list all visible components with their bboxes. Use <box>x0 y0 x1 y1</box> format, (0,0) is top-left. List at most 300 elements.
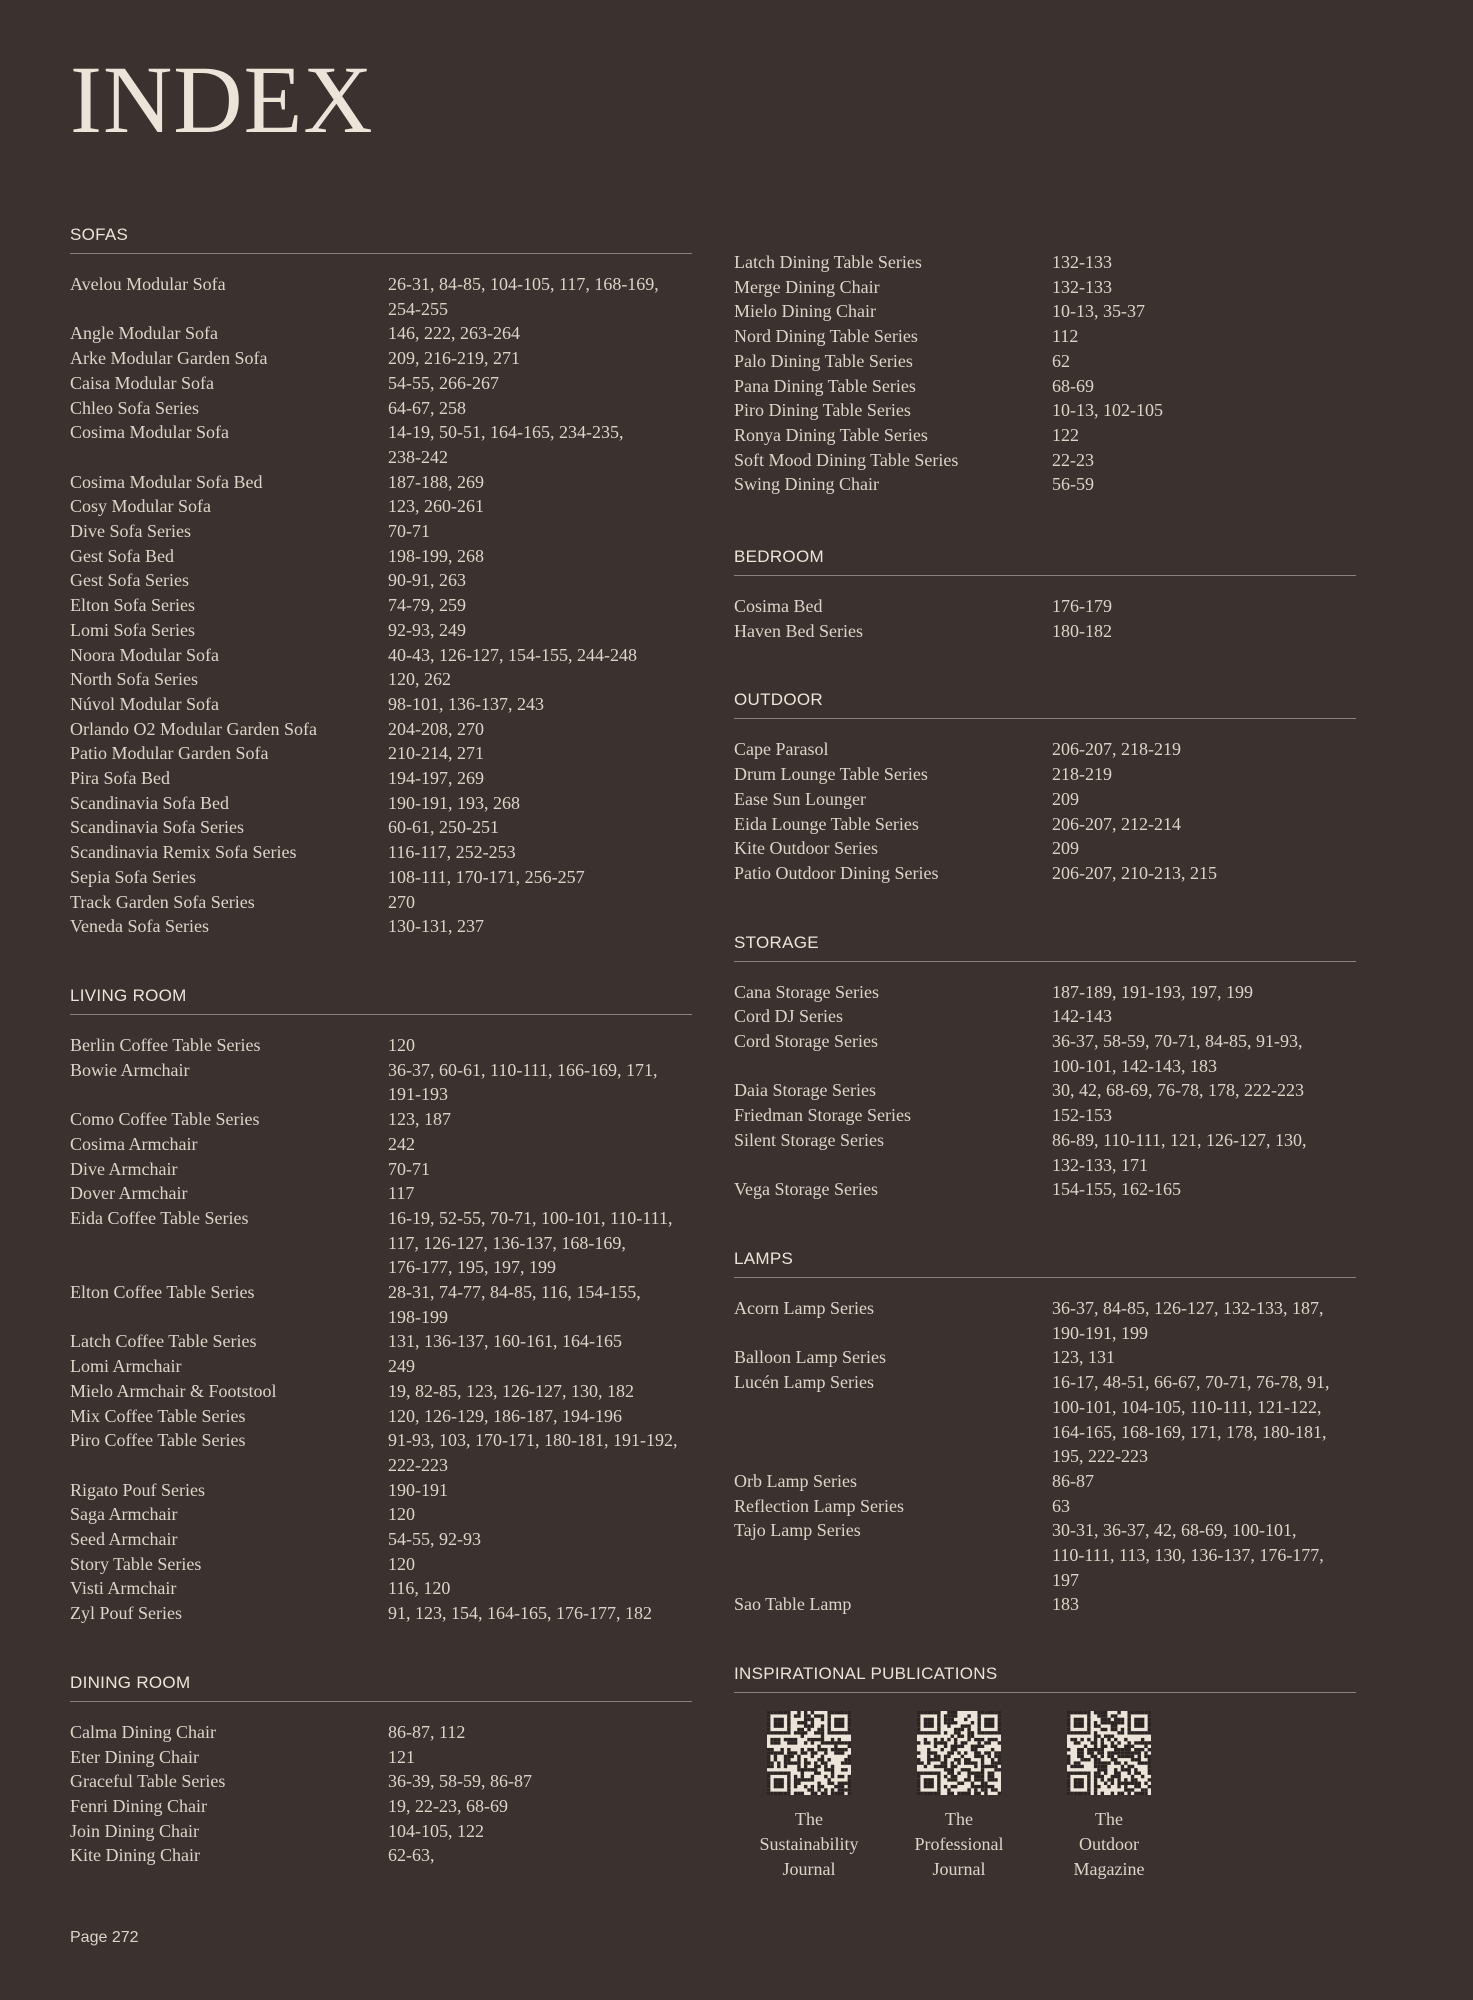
index-entry <box>70 840 692 865</box>
entry-name: Swing Dining Chair <box>734 474 880 495</box>
entry-name: Núvol Modular Sofa <box>70 693 219 714</box>
entry-pages-line: 62-63, <box>388 1845 435 1866</box>
qr-code-icon[interactable] <box>1067 1711 1151 1795</box>
index-entry <box>734 619 1356 644</box>
entry-pages-line: 64-67, 258 <box>388 397 466 418</box>
index-entry <box>70 692 692 717</box>
entry-pages-line: 36-39, 58-59, 86-87 <box>388 1771 532 1792</box>
entry-name: Tajo Lamp Series <box>734 1520 861 1541</box>
index-entry <box>70 494 692 519</box>
index-entry <box>70 1280 692 1329</box>
index-entry <box>70 1843 692 1868</box>
entry-pages-line: 68-69 <box>1052 375 1094 396</box>
entry-pages <box>388 1058 692 1107</box>
entry-pages <box>388 544 692 569</box>
index-entry <box>70 914 692 939</box>
entry-name: Soft Mood Dining Table Series <box>734 449 959 470</box>
index-entry <box>734 472 1356 497</box>
index-entry <box>70 717 692 742</box>
index-section-outdoor <box>734 690 1356 885</box>
entry-name: Arke Modular Garden Sofa <box>70 348 268 369</box>
entry-pages <box>388 420 692 469</box>
entry-pages <box>388 1280 692 1329</box>
page-number: Page 272 <box>70 1929 139 1946</box>
entry-pages-line: 36-37, 58-59, 70-71, 84-85, 91-93, <box>1052 1031 1303 1052</box>
entry-name: Mielo Armchair & Footstool <box>70 1380 277 1401</box>
entry-pages <box>388 1157 692 1182</box>
entry-name: Piro Coffee Table Series <box>70 1430 246 1451</box>
entry-pages <box>1052 861 1356 886</box>
entry-name: Patio Outdoor Dining Series <box>734 862 939 883</box>
entry-pages-line: 194-197, 269 <box>388 768 484 789</box>
entry-pages-line: 100-101, 142-143, 183 <box>1052 1055 1217 1076</box>
entry-pages-line: 197 <box>1052 1569 1079 1590</box>
entry-pages-line: 183 <box>1052 1594 1079 1615</box>
entry-pages-line: 123, 260-261 <box>388 496 484 517</box>
entry-pages-line: 190-191 <box>388 1479 448 1500</box>
index-entry <box>734 1296 1356 1345</box>
entry-pages <box>388 321 692 346</box>
index-entry <box>734 594 1356 619</box>
entry-pages-line: 120 <box>388 1034 415 1055</box>
entry-pages <box>1052 1296 1356 1345</box>
entry-pages <box>388 865 692 890</box>
entry-pages <box>388 1576 692 1601</box>
publication-caption-line: Outdoor <box>1079 1833 1139 1854</box>
index-entry <box>734 762 1356 787</box>
entry-pages-line: 180-182 <box>1052 620 1112 641</box>
index-entry <box>734 250 1356 275</box>
entry-pages-line: 26-31, 84-85, 104-105, 117, 168-169, <box>388 274 659 294</box>
entry-pages-line: 131, 136-137, 160-161, 164-165 <box>388 1331 622 1352</box>
entry-pages <box>388 1478 692 1503</box>
publication-caption-line: The <box>795 1809 823 1830</box>
entry-pages-line: 242 <box>388 1133 415 1154</box>
entry-pages-line: 36-37, 60-61, 110-111, 166-169, 171, <box>388 1059 658 1080</box>
entry-pages <box>388 791 692 816</box>
entry-pages-line: 130-131, 237 <box>388 916 484 937</box>
section-heading: BEDROOM <box>734 547 1356 576</box>
index-entry <box>70 1058 692 1107</box>
publications-row <box>734 1711 1356 1881</box>
entry-pages <box>1052 374 1356 399</box>
entry-pages-line: 60-61, 250-251 <box>388 817 499 838</box>
index-entry <box>70 643 692 668</box>
entry-name: Story Table Series <box>70 1553 202 1574</box>
entry-name: Seed Armchair <box>70 1529 178 1550</box>
entry-pages <box>388 1794 692 1819</box>
index-section-dining-room <box>70 1673 692 1868</box>
publication-caption-line: The <box>945 1809 973 1830</box>
index-entry <box>734 1370 1356 1469</box>
entry-name: Dive Sofa Series <box>70 521 191 542</box>
entry-pages-line: 209, 216-219, 271 <box>388 348 520 369</box>
index-entry <box>70 519 692 544</box>
entry-name: Scandinavia Sofa Series <box>70 817 244 838</box>
entry-pages-line: 249 <box>388 1356 415 1377</box>
index-entry <box>734 980 1356 1005</box>
entry-name: Cosima Bed <box>734 596 823 617</box>
entry-pages-line: 206-207, 218-219 <box>1052 739 1181 760</box>
index-section-lamps <box>734 1249 1356 1617</box>
index-entry <box>70 346 692 371</box>
entry-name: Gest Sofa Bed <box>70 545 174 566</box>
index-entry <box>70 618 692 643</box>
entry-pages-line: 116, 120 <box>388 1578 451 1599</box>
entry-pages <box>388 692 692 717</box>
index-entry <box>70 1404 692 1429</box>
entry-name: Join Dining Chair <box>70 1820 199 1841</box>
index-entry <box>734 423 1356 448</box>
index-entry <box>70 766 692 791</box>
entry-pages <box>388 840 692 865</box>
entry-pages-line: 100-101, 104-105, 110-111, 121-122, <box>1052 1396 1322 1417</box>
entry-name: Avelou Modular Sofa <box>70 274 226 294</box>
entry-pages <box>388 741 692 766</box>
index-section-living-room <box>70 986 692 1626</box>
entry-name: Merge Dining Chair <box>734 276 880 297</box>
index-entry <box>70 1354 692 1379</box>
entry-name: Sao Table Lamp <box>734 1594 852 1615</box>
index-section-bedroom <box>734 547 1356 643</box>
entry-pages-line: 123, 187 <box>388 1109 451 1130</box>
index-entry <box>70 1206 692 1280</box>
entry-pages <box>388 1404 692 1429</box>
entry-pages <box>388 643 692 668</box>
entry-name: Eida Coffee Table Series <box>70 1207 249 1228</box>
entry-name: Silent Storage Series <box>734 1129 884 1150</box>
section-heading: DINING ROOM <box>70 1673 692 1702</box>
entry-pages <box>1052 349 1356 374</box>
entry-pages-line: 198-199, 268 <box>388 545 484 566</box>
publication-caption-line: The <box>1095 1809 1123 1830</box>
publication-caption-line: Magazine <box>1073 1858 1145 1879</box>
entry-pages-line: 142-143 <box>1052 1006 1112 1027</box>
index-column-left <box>70 225 692 1915</box>
entry-pages-line: 117 <box>388 1183 415 1204</box>
entry-name: Kite Dining Chair <box>70 1845 200 1866</box>
entry-pages-line: 222-223 <box>388 1454 448 1475</box>
entry-pages-line: 30-31, 36-37, 42, 68-69, 100-101, <box>1052 1520 1297 1541</box>
index-entry <box>70 741 692 766</box>
entry-pages <box>388 494 692 519</box>
index-entry <box>70 371 692 396</box>
entry-name: Zyl Pouf Series <box>70 1603 182 1624</box>
entry-pages-line: 187-189, 191-193, 197, 199 <box>1052 981 1253 1002</box>
entry-pages <box>388 815 692 840</box>
index-entry <box>70 1379 692 1404</box>
entry-name: Patio Modular Garden Sofa <box>70 743 269 764</box>
entry-pages <box>388 667 692 692</box>
entry-pages-line: 191-193 <box>388 1084 448 1105</box>
entry-name: Ease Sun Lounger <box>734 788 866 809</box>
index-entry <box>70 1329 692 1354</box>
entry-pages-line: 198-199 <box>388 1306 448 1327</box>
entry-name: Dive Armchair <box>70 1158 178 1179</box>
entry-name: Como Coffee Table Series <box>70 1109 260 1130</box>
entry-pages <box>388 1527 692 1552</box>
entry-name: North Sofa Series <box>70 669 198 690</box>
entry-pages <box>1052 1469 1356 1494</box>
publication-item[interactable] <box>1034 1711 1184 1881</box>
entry-pages-line: 270 <box>388 891 415 912</box>
entry-pages-line: 54-55, 92-93 <box>388 1529 481 1550</box>
entry-pages <box>388 1033 692 1058</box>
entry-name: Visti Armchair <box>70 1578 177 1599</box>
entry-pages-line: 110-111, 113, 130, 136-137, 176-177, <box>1052 1545 1324 1566</box>
entry-pages <box>1052 1177 1356 1202</box>
entry-pages <box>388 890 692 915</box>
entry-pages <box>1052 1103 1356 1128</box>
section-heading: INSPIRATIONAL PUBLICATIONS <box>734 1664 1356 1693</box>
entry-pages <box>388 1354 692 1379</box>
entry-pages <box>388 914 692 939</box>
index-entry <box>70 1181 692 1206</box>
index-entry <box>734 1004 1356 1029</box>
entry-name: Daia Storage Series <box>734 1080 876 1101</box>
entry-name: Calma Dining Chair <box>70 1721 216 1742</box>
index-entry <box>70 470 692 495</box>
entry-pages-line: 10-13, 35-37 <box>1052 301 1145 322</box>
entry-pages-line: 209 <box>1052 788 1079 809</box>
entry-pages <box>1052 787 1356 812</box>
entry-pages <box>1052 1004 1356 1029</box>
entry-pages <box>388 519 692 544</box>
index-entry <box>734 1078 1356 1103</box>
entry-pages <box>1052 762 1356 787</box>
page-title: INDEX <box>70 46 374 153</box>
index-entry <box>734 787 1356 812</box>
index-entry <box>734 324 1356 349</box>
entry-pages-line: 132-133, 171 <box>1052 1154 1148 1175</box>
entry-name: Mix Coffee Table Series <box>70 1405 246 1426</box>
index-entry <box>70 544 692 569</box>
entry-pages <box>388 1502 692 1527</box>
index-entry <box>70 1769 692 1794</box>
entry-pages <box>388 568 692 593</box>
entry-pages-line: 90-91, 263 <box>388 570 466 591</box>
entry-pages-line: 91, 123, 154, 164-165, 176-177, 182 <box>388 1603 652 1624</box>
index-entry <box>70 420 692 469</box>
publication-caption-line: Professional <box>914 1833 1004 1854</box>
entry-pages <box>1052 1370 1356 1469</box>
index-entry <box>734 1494 1356 1519</box>
entry-pages <box>1052 472 1356 497</box>
entry-pages <box>388 1745 692 1770</box>
entry-pages <box>1052 275 1356 300</box>
entry-name: Cosima Modular Sofa <box>70 422 229 443</box>
entry-name: Lomi Armchair <box>70 1356 182 1377</box>
entry-name: Elton Sofa Series <box>70 595 195 616</box>
entry-name: Noora Modular Sofa <box>70 644 219 665</box>
entry-name: Chleo Sofa Series <box>70 397 199 418</box>
entry-pages-line: 176-179 <box>1052 596 1112 617</box>
entry-pages-line: 117, 126-127, 136-137, 168-169, <box>388 1232 626 1253</box>
entry-pages-line: 63 <box>1052 1495 1070 1516</box>
entry-pages <box>1052 299 1356 324</box>
entry-name: Gest Sofa Series <box>70 570 189 591</box>
index-entry <box>70 1552 692 1577</box>
entry-name: Reflection Lamp Series <box>734 1495 904 1516</box>
entry-pages <box>388 717 692 742</box>
entry-pages <box>1052 1078 1356 1103</box>
entry-pages <box>1052 594 1356 619</box>
entry-pages-line: 154-155, 162-165 <box>1052 1179 1181 1200</box>
entry-pages <box>1052 250 1356 275</box>
entry-pages-line: 14-19, 50-51, 164-165, 234-235, <box>388 422 624 443</box>
index-entry <box>70 1478 692 1503</box>
entry-name: Piro Dining Table Series <box>734 400 911 421</box>
entry-name: Saga Armchair <box>70 1504 178 1525</box>
entry-pages-line: 16-17, 48-51, 66-67, 70-71, 76-78, 91, <box>1052 1372 1330 1393</box>
entry-pages <box>1052 1345 1356 1370</box>
entry-pages <box>388 1181 692 1206</box>
entry-pages-line: 238-242 <box>388 446 448 467</box>
entry-name: Scandinavia Remix Sofa Series <box>70 842 297 863</box>
index-entry <box>734 1128 1356 1177</box>
entry-pages-line: 164-165, 168-169, 171, 178, 180-181, <box>1052 1421 1327 1442</box>
index-entry <box>70 272 692 321</box>
entry-name: Dover Armchair <box>70 1183 188 1204</box>
index-entry <box>70 593 692 618</box>
entry-name: Cord Storage Series <box>734 1031 878 1052</box>
entry-name: Angle Modular Sofa <box>70 323 218 344</box>
entry-name: Mielo Dining Chair <box>734 301 876 322</box>
entry-pages <box>388 396 692 421</box>
entry-pages-line: 195, 222-223 <box>1052 1446 1148 1467</box>
entry-name: Orb Lamp Series <box>734 1470 857 1491</box>
entry-pages-line: 122 <box>1052 424 1079 445</box>
entry-name: Sepia Sofa Series <box>70 866 196 887</box>
entry-pages-line: 132-133 <box>1052 252 1112 272</box>
entry-pages <box>1052 980 1356 1005</box>
entry-name: Berlin Coffee Table Series <box>70 1034 261 1055</box>
entry-pages-line: 206-207, 212-214 <box>1052 813 1181 834</box>
index-entry <box>70 1157 692 1182</box>
index-entry <box>734 836 1356 861</box>
section-heading: LAMPS <box>734 1249 1356 1278</box>
index-entry <box>734 374 1356 399</box>
entry-pages-line: 218-219 <box>1052 764 1112 785</box>
entry-pages-line: 120, 126-129, 186-187, 194-196 <box>388 1405 622 1426</box>
section-heading: OUTDOOR <box>734 690 1356 719</box>
index-entry <box>70 890 692 915</box>
entry-pages-line: 70-71 <box>388 1158 430 1179</box>
entry-pages-line: 116-117, 252-253 <box>388 842 516 863</box>
entry-pages <box>388 371 692 396</box>
entry-pages-line: 86-89, 110-111, 121, 126-127, 130, <box>1052 1129 1307 1150</box>
index-entry <box>70 1033 692 1058</box>
entry-pages <box>388 470 692 495</box>
entry-pages-line: 19, 22-23, 68-69 <box>388 1795 508 1816</box>
index-entry <box>734 349 1356 374</box>
entry-pages-line: 152-153 <box>1052 1105 1112 1126</box>
entry-pages <box>1052 836 1356 861</box>
entry-pages-line: 120 <box>388 1504 415 1525</box>
index-entry <box>734 1592 1356 1617</box>
index-entry <box>70 1502 692 1527</box>
entry-name: Cape Parasol <box>734 739 829 760</box>
entry-pages-line: 104-105, 122 <box>388 1820 484 1841</box>
entry-name: Cosy Modular Sofa <box>70 496 211 517</box>
entry-pages <box>1052 1029 1356 1078</box>
entry-pages-line: 22-23 <box>1052 449 1094 470</box>
index-entry <box>70 865 692 890</box>
entry-name: Latch Coffee Table Series <box>70 1331 257 1352</box>
qr-code-icon[interactable] <box>917 1711 1001 1795</box>
entry-name: Cosima Armchair <box>70 1133 198 1154</box>
index-entry <box>70 396 692 421</box>
index-entry <box>70 1601 692 1626</box>
entry-pages <box>1052 1494 1356 1519</box>
entry-name: Cord DJ Series <box>734 1006 843 1027</box>
entry-pages-line: 210-214, 271 <box>388 743 484 764</box>
entry-pages <box>388 1107 692 1132</box>
entry-pages-line: 209 <box>1052 838 1079 859</box>
index-entry <box>70 1132 692 1157</box>
entry-name: Ronya Dining Table Series <box>734 424 928 445</box>
index-entry <box>70 321 692 346</box>
index-entry <box>734 1518 1356 1592</box>
index-entry <box>734 299 1356 324</box>
index-entry <box>70 568 692 593</box>
entry-pages <box>388 618 692 643</box>
entry-pages-line: 91-93, 103, 170-171, 180-181, 191-192, <box>388 1430 678 1451</box>
entry-pages-line: 70-71 <box>388 521 430 542</box>
entry-pages <box>388 1819 692 1844</box>
index-entry <box>734 812 1356 837</box>
index-entry <box>70 1527 692 1552</box>
entry-pages <box>388 1428 692 1477</box>
index-entry <box>70 1745 692 1770</box>
entry-name: Latch Dining Table Series <box>734 252 922 272</box>
entry-pages <box>388 1552 692 1577</box>
section-heading: STORAGE <box>734 933 1356 962</box>
qr-code-icon[interactable] <box>767 1711 851 1795</box>
entry-name: Vega Storage Series <box>734 1179 878 1200</box>
entry-pages <box>1052 398 1356 423</box>
publication-caption <box>760 1807 859 1881</box>
index-entry <box>70 815 692 840</box>
entry-pages-line: 56-59 <box>1052 474 1094 495</box>
entry-name: Orlando O2 Modular Garden Sofa <box>70 718 317 739</box>
publication-caption <box>915 1807 1004 1881</box>
index-entry <box>70 1576 692 1601</box>
index-entry <box>734 398 1356 423</box>
entry-pages <box>388 593 692 618</box>
entry-name: Pira Sofa Bed <box>70 768 170 789</box>
entry-name: Elton Coffee Table Series <box>70 1282 255 1303</box>
entry-pages-line: 19, 82-85, 123, 126-127, 130, 182 <box>388 1380 634 1401</box>
entry-name: Palo Dining Table Series <box>734 350 913 371</box>
entry-pages-line: 112 <box>1052 326 1079 347</box>
publication-item[interactable] <box>734 1711 884 1881</box>
entry-pages <box>1052 1592 1356 1617</box>
index-entry <box>734 1345 1356 1370</box>
entry-pages-line: 10-13, 102-105 <box>1052 400 1163 421</box>
entry-name: Eter Dining Chair <box>70 1746 199 1767</box>
entry-name: Caisa Modular Sofa <box>70 372 214 393</box>
entry-pages-line: 190-191, 199 <box>1052 1322 1148 1343</box>
publication-item[interactable] <box>884 1711 1034 1881</box>
index-entry <box>70 1819 692 1844</box>
entry-pages-line: 108-111, 170-171, 256-257 <box>388 866 585 887</box>
entry-name: Veneda Sofa Series <box>70 916 209 937</box>
section-heading: LIVING ROOM <box>70 986 692 1015</box>
entry-name: Rigato Pouf Series <box>70 1479 205 1500</box>
index-entry <box>734 1177 1356 1202</box>
entry-name: Lomi Sofa Series <box>70 619 195 640</box>
